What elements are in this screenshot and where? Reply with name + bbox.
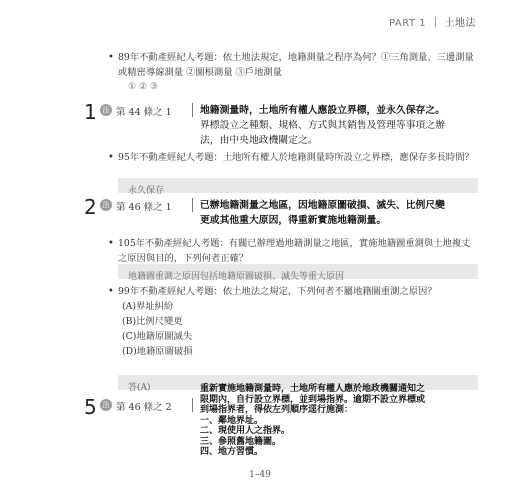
question-text: 95年不動產經紀人考題：土地所有權人於地籍測量時所設立之界標，應保存多長時間？ <box>118 152 474 163</box>
article-label: 第 46 條之 2 <box>116 402 172 413</box>
article-body <box>200 198 500 228</box>
bullet: • <box>108 238 114 249</box>
article-body <box>200 103 500 148</box>
divider <box>192 198 193 212</box>
bullet: • <box>108 52 114 63</box>
part-number: 1 <box>419 18 427 29</box>
topic-title: 土地法 <box>444 18 476 29</box>
article-line: 三、參照舊地籍圖。 <box>200 436 282 447</box>
article-line: 一、鄰地界址。 <box>200 415 264 426</box>
article-line: 地籍測量時，土地所有權人應設立界標，並永久保存之。 <box>200 105 445 116</box>
exam-question-1 <box>108 50 478 80</box>
question-text: 89年不動產經紀人考題：依土地法規定，地籍測量之程序為何？①三角測量、三邊測量或精密導線測量 ②圖根測量 ③戶地測量 <box>118 52 474 78</box>
answer-2 <box>118 178 478 196</box>
law-icon: 法 <box>100 104 112 116</box>
bullet: • <box>108 286 114 297</box>
article-line: 重新實施地籍測量時，土地所有權人應於地政機關通知之 <box>200 384 426 394</box>
article-number: 2 <box>84 195 97 219</box>
exam-question-3 <box>108 236 478 266</box>
part-label: PART <box>389 18 416 29</box>
question-text: 105年不動產經紀人考題：有關已辦理過地籍測量之地區，實施地籍圖重測與土地複丈之原因與目的，下列何者正確？ <box>118 238 471 264</box>
option-a: (A)界址糾紛 <box>122 301 174 312</box>
divider <box>192 103 193 117</box>
divider <box>192 398 193 412</box>
article-line: 二、現使用人之指界。 <box>200 426 291 436</box>
article-line: 更或其他重大原因，得重新實施地籍測量。 <box>200 215 387 226</box>
article-body <box>200 384 500 458</box>
bullet: • <box>108 152 114 163</box>
answer-text: 地籍圖重測之原因包括地籍原圖破損、滅失等重大原因 <box>128 272 345 282</box>
running-header <box>389 14 476 29</box>
answer-3 <box>118 264 478 282</box>
article-number: 1 <box>84 100 97 124</box>
article-label: 第 46 條之 1 <box>116 202 172 213</box>
header-divider <box>435 17 436 27</box>
exam-question-4 <box>108 284 478 359</box>
article-line: 四、地方習慣。 <box>200 447 264 457</box>
article-label: 第 44 條之 1 <box>116 107 172 118</box>
option-c: (C)地籍原圖滅失 <box>122 331 193 342</box>
article-line: 法，由中央地政機關定之。 <box>200 135 318 146</box>
option-b: (B)比例尺變更 <box>122 316 183 327</box>
question-text: 99年不動產經紀人考題：依土地法之規定，下列何者不屬地籍圖重測之原因？ <box>118 286 437 297</box>
article-line: 已辦地籍測量之地區，因地籍原圖破損、滅失、比例尺變 <box>200 200 445 211</box>
law-icon: 法 <box>100 199 112 211</box>
law-icon: 法 <box>100 399 112 411</box>
answer-text: 答(A) <box>128 383 151 393</box>
article-number: 5 <box>84 395 97 419</box>
answer-1: ① ② ③ <box>128 82 158 92</box>
article-line: 限期內，自行設立界標，並到場指界。逾期不設立界標或 <box>200 394 426 405</box>
page-number: 1–49 <box>249 470 271 480</box>
exam-question-2 <box>108 150 478 165</box>
article-line: 界標設立之種類、規格、方式與其銷售及管理等事項之辦 <box>200 120 445 131</box>
option-d: (D)地籍原圖破損 <box>122 346 193 357</box>
answer-text: 永久保存 <box>128 186 165 196</box>
article-line: 到場指界者，得依左列順序逕行施測： <box>200 405 354 415</box>
